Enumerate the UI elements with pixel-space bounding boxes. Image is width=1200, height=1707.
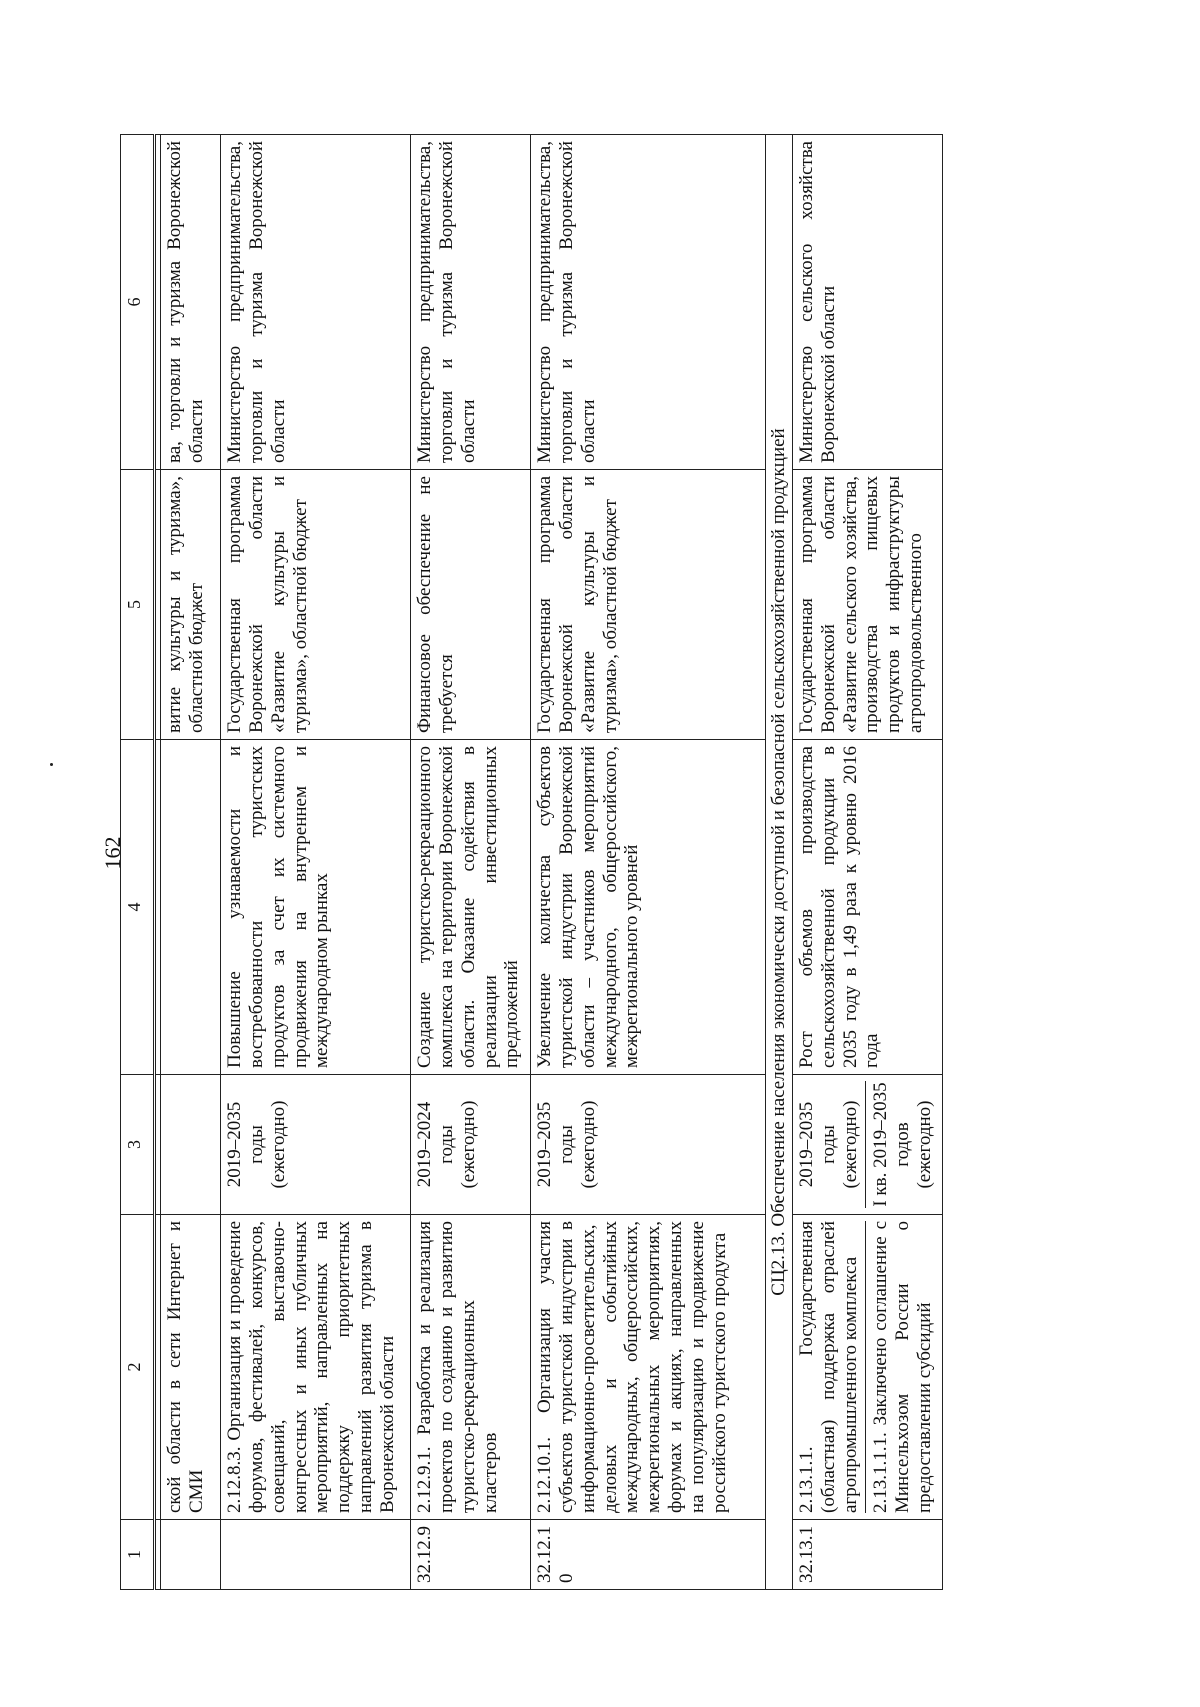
row-number-cell: 32.12.9 [411, 1520, 531, 1590]
funding-cell: витие культуры и туризма», областной бюджет [161, 470, 221, 740]
result-cell: Повышение узнаваемости и востребованности туристских продуктов за счет их системного продвижения на внутреннем и международном рынках [221, 740, 411, 1075]
section-row [766, 135, 793, 1590]
measure-text: 2.13.1.1. Государственная (областная) поддержка отраслей агропромышленного комплекса [795, 1221, 861, 1513]
col-header-3: 3 [121, 1075, 155, 1215]
row-number-cell: 32.13.1 [792, 1520, 942, 1590]
period-cell: 2019–2035 годы (ежегодно) [221, 1075, 411, 1215]
responsible-cell: Министерство предпринимательства, торговли и туризма Воронежской области [411, 135, 531, 470]
rotated-table-wrapper [120, 135, 1135, 1590]
plan-table [120, 134, 943, 1590]
measure-cell: 2.12.9.1. Разработка и реализация проектов по созданию и развитию туристско-рекреационных кластеров [411, 1215, 531, 1520]
funding-cell: Государственная программа Воронежской области «Развитие сельского хозяйства, производства пищевых продуктов и инфраструктуры агропродовольственного [792, 470, 942, 740]
result-cell: Увеличение количества субъектов туристской индустрии Воронежской области – участников мероприятий международного, общероссийского, межрегионального уровней [531, 740, 766, 1075]
result-cell [161, 740, 221, 1075]
table-row [792, 135, 942, 1590]
col-header-4: 4 [121, 740, 155, 1075]
row-number-cell [221, 1520, 411, 1590]
measure-cell: 2.12.8.3. Организация и проведение форумов, фестивалей, конкурсов, совещаний, выставочно-конгрессных и иных публичных мероприятий, направленных на поддержку приоритетных направлений развития туризма в Воронежской области [221, 1215, 411, 1520]
result-cell: Создание туристско-рекреационного комплекса на территории Воронежской области. Оказание содействия в реализации инвестиционных предложений [411, 740, 531, 1075]
period-cell: 2019–2024 годы (ежегодно) [411, 1075, 531, 1215]
period-cell [792, 1075, 942, 1215]
col-header-1: 1 [121, 1520, 155, 1590]
table-row [411, 135, 531, 1590]
responsible-cell: Министерство предпринимательства, торговли и туризма Воронежской области [221, 135, 411, 470]
section-title: СЦ2.13. Обеспечение населения экономически доступной и безопасной сельскохозяйственной продукцией [766, 135, 793, 1590]
funding-cell: Финансовое обеспечение не требуется [411, 470, 531, 740]
measure-cell: 2.12.10.1. Организация участия субъектов туристской индустрии в информационно-просветительских, деловых и событийных международных, общероссийских, межрегиональных мероприятиях, форумах и акциях, направленных на популяризацию и продвижение российского туристского продукта [531, 1215, 766, 1520]
measure-cell: ской области в сети Интернет и СМИ [161, 1215, 221, 1520]
funding-cell: Государственная программа Воронежской области «Развитие культуры и туризма», областной бюджет [221, 470, 411, 740]
funding-cell: Государственная программа Воронежской области «Развитие культуры и туризма», областной бюджет [531, 470, 766, 740]
page-number: 162 [100, 836, 125, 870]
responsible-cell: Министерство сельского хозяйства Воронежской области [792, 135, 942, 470]
col-header-2: 2 [121, 1215, 155, 1520]
period-cell: 2019–2035 годы (ежегодно) [531, 1075, 766, 1215]
period-text: 2019–2035 годы (ежегодно) [795, 1100, 861, 1189]
header-row [121, 135, 155, 1590]
sub-measure-text: 2.13.1.1.1. Заключено соглашение с Минсельхозом России о предоставлении субсидий [865, 1221, 936, 1513]
responsible-cell: ва, торговли и туризма Воронежской области [161, 135, 221, 470]
table-row [221, 135, 411, 1590]
result-cell: Рост объемов производства сельскохозяйственной продукции в 2035 году в 1,49 раза к уровню 2016 года [792, 740, 942, 1075]
measure-cell [792, 1215, 942, 1520]
table-row [531, 135, 766, 1590]
table-row [161, 135, 221, 1590]
row-number-cell: 32.12.10 [531, 1520, 766, 1590]
col-header-5: 5 [121, 470, 155, 740]
scan-speck [50, 763, 53, 766]
responsible-cell: Министерство предпринимательства, торговли и туризма Воронежской области [531, 135, 766, 470]
period-cell [161, 1075, 221, 1215]
sub-period-text: I кв. 2019–2035 годов (ежегодно) [865, 1081, 936, 1208]
col-header-6: 6 [121, 135, 155, 470]
row-number-cell [161, 1520, 221, 1590]
